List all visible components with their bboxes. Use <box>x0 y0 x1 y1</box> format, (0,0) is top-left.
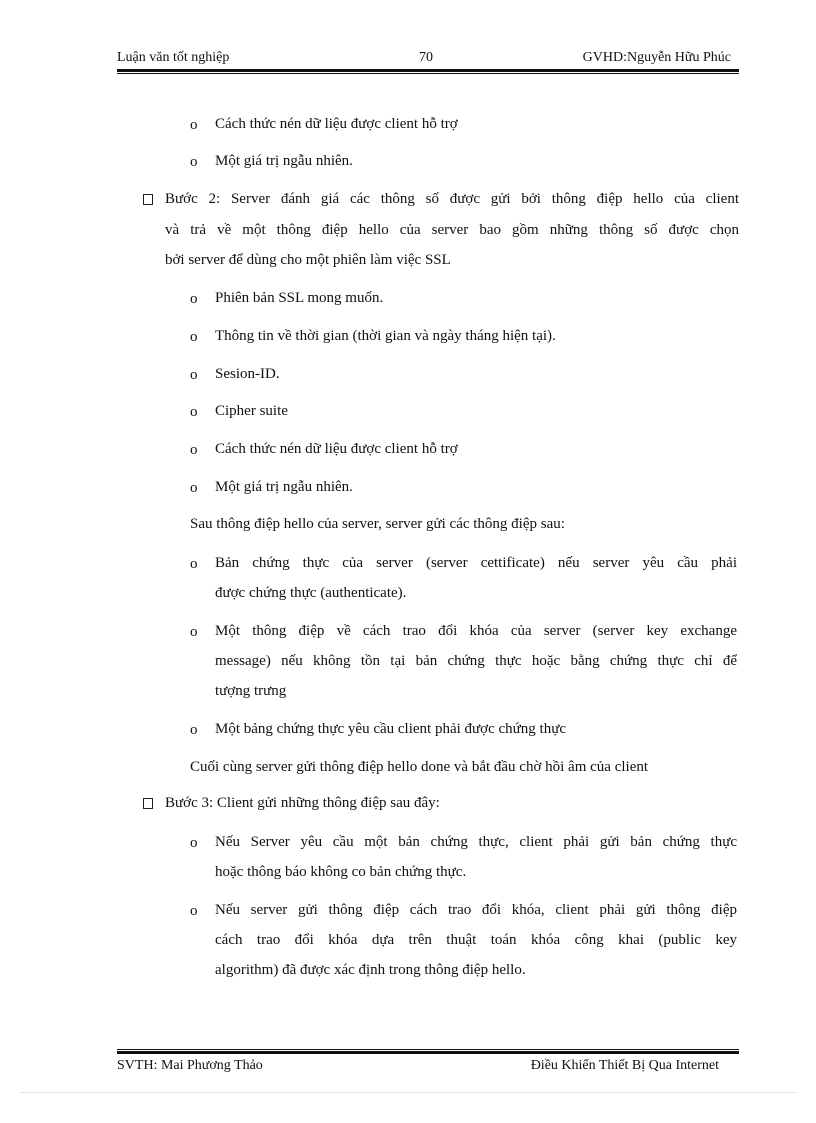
footer-topic: Điều Khiển Thiết Bị Qua Internet <box>530 1058 719 1073</box>
list-item: Một bảng chứng thực yêu cầu client phải được chứng thực <box>215 721 566 737</box>
header-advisor: GVHD:Nguyễn Hữu Phúc <box>582 50 731 65</box>
step2-text: Bước 2: Server đánh giá các thông số được gửi bởi thông điệp hello của client <box>165 191 739 207</box>
square-bullet-icon <box>143 798 153 809</box>
bullet-marker: o <box>190 442 198 458</box>
list-item: Sesion-ID. <box>215 366 280 382</box>
list-item: Một giá trị ngẫu nhiên. <box>215 153 353 169</box>
bullet-marker: o <box>190 291 198 307</box>
list-item: Cách thức nén dữ liệu được client hỗ trợ <box>215 116 458 132</box>
header-title: Luận văn tốt nghiệp <box>117 50 230 65</box>
list-item: Nếu Server yêu cầu một bản chứng thực, client phải gửi bản chứng thực <box>215 834 737 850</box>
bullet-marker: o <box>190 367 198 383</box>
list-item: algorithm) đã được xác định trong thông điệp hello. <box>215 962 526 978</box>
page-footer <box>117 1058 739 1076</box>
list-item: cách trao đổi khóa dựa trên thuật toán khóa công khai (public key <box>215 932 737 948</box>
header-rule-thin <box>117 73 739 74</box>
list-item: hoặc thông báo không co bản chứng thực. <box>215 864 467 880</box>
list-item: được chứng thực (authenticate). <box>215 585 407 601</box>
list-item: Một thông điệp về cách trao đổi khóa của server (server key exchange <box>215 623 737 639</box>
step2-text: và trả về một thông điệp hello của server bao gồm những thông số được chọn <box>165 222 739 238</box>
bullet-marker: o <box>190 329 198 345</box>
list-item: Cipher suite <box>215 403 288 419</box>
list-item: Thông tin về thời gian (thời gian và ngày tháng hiện tại). <box>215 328 556 344</box>
bullet-marker: o <box>190 480 198 496</box>
bullet-marker: o <box>190 624 198 640</box>
bullet-marker: o <box>190 404 198 420</box>
list-item: Nếu server gửi thông điệp cách trao đổi khóa, client phải gửi thông điệp <box>215 902 737 918</box>
footer-student: SVTH: Mai Phương Thảo <box>117 1058 263 1073</box>
page-header <box>117 50 739 68</box>
step2-text: bởi server để dùng cho một phiên làm việc SSL <box>165 252 451 268</box>
list-item: Một giá trị ngẫu nhiên. <box>215 479 353 495</box>
bullet-marker: o <box>190 903 198 919</box>
list-item: Cách thức nén dữ liệu được client hỗ trợ <box>215 441 458 457</box>
footer-rule-thick <box>117 1051 739 1054</box>
paragraph: Sau thông điệp hello của server, server gửi các thông điệp sau: <box>190 516 565 532</box>
list-item: Phiên bản SSL mong muốn. <box>215 290 384 306</box>
bullet-marker: o <box>190 835 198 851</box>
bullet-marker: o <box>190 722 198 738</box>
bullet-marker: o <box>190 154 198 170</box>
bullet-marker: o <box>190 117 198 133</box>
page-number: 70 <box>419 50 433 65</box>
footer-rule-thin <box>117 1049 739 1050</box>
square-bullet-icon <box>143 194 153 205</box>
step3-text: Bước 3: Client gửi những thông điệp sau đây: <box>165 795 440 811</box>
page-edge-divider <box>20 1092 796 1093</box>
bullet-marker: o <box>190 556 198 572</box>
list-item: Bản chứng thực của server (server cettificate) nếu server yêu cầu phải <box>215 555 737 571</box>
list-item: tượng trưng <box>215 683 287 699</box>
list-item: message) nếu không tồn tại bản chứng thực hoặc bằng chứng thực chỉ để <box>215 653 737 669</box>
paragraph: Cuối cùng server gửi thông điệp hello done và bắt đầu chờ hồi âm của client <box>190 759 649 775</box>
header-rule-thick <box>117 69 739 72</box>
